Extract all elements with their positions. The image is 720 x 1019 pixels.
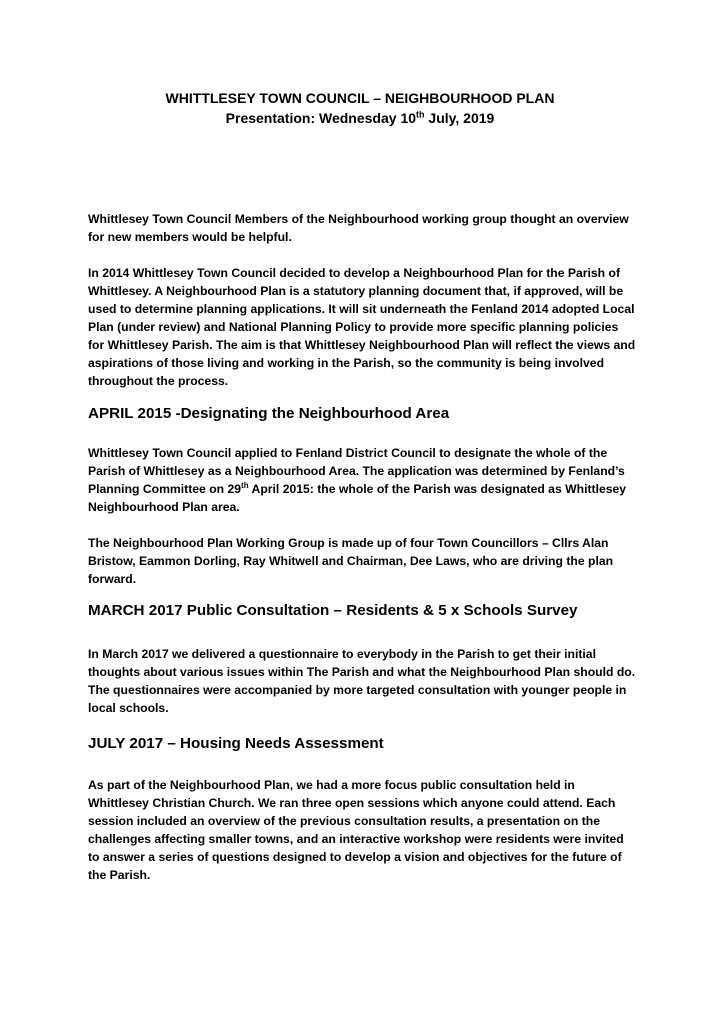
subtitle-ordinal-suffix: th xyxy=(416,109,425,120)
april-2015-paragraph-1 xyxy=(88,444,636,516)
july-2017-paragraph-1: As part of the Neighbourhood Plan, we had a more focus public consultation held in Whittlesey Christian Church. We ran three open sessions which anyone could attend. Each session included an overview of the previous consultation results, a presentation on the challenges affecting smaller towns, and an interactive workshop were residents were invited to answer a series of questions designed to develop a vision and objectives for the future of the Parish. xyxy=(88,778,624,882)
april-2015-ordinal-suffix: th xyxy=(241,480,249,490)
subtitle-text-before: Presentation: Wednesday 10 xyxy=(225,110,417,126)
section-heading-march-2017: MARCH 2017 Public Consultation – Residents & 5 x Schools Survey xyxy=(88,602,578,619)
document-title-text: WHITTLESEY TOWN COUNCIL – NEIGHBOURHOOD PLAN xyxy=(165,90,555,106)
section-heading-april-2015: APRIL 2015 -Designating the Neighbourhood Area xyxy=(88,405,450,422)
april-2015-paragraph-2: The Neighbourhood Plan Working Group is made up of four Town Councillors – Cllrs Alan Bristow, Eammon Dorling, Ray Whitwell and Chairman, Dee Laws, who are driving the plan forward. xyxy=(88,536,614,586)
intro-paragraph-1: Whittlesey Town Council Members of the Neighbourhood working group thought an overview for new members would be helpful. xyxy=(88,212,629,244)
section-heading-july-2017: JULY 2017 – Housing Needs Assessment xyxy=(88,735,384,752)
document-subtitle xyxy=(0,110,720,126)
subtitle-text-after: July, 2019 xyxy=(424,110,495,126)
intro-paragraph-2: In 2014 Whittlesey Town Council decided to develop a Neighbourhood Plan for the Parish of Whittlesey. A Neighbourhood Plan is a statutory planning document that, if approved, will be used to determine planning applications. It will sit underneath the Fenland 2014 adopted Local Plan (under review) and National Planning Policy to provide more specific planning policies for Whittlesey Parish. The aim is that Whittlesey Neighbourhood Plan will reflect the views and aspirations of those living and working in the Parish, so the community is being involved throughout the process. xyxy=(88,266,636,388)
document-title xyxy=(0,90,720,106)
april-2015-text-before: Whittlesey Town Council applied to Fenland District Council to designate the whole of the Parish of Whittlesey as a Neighbourhood Area. The application was determined by Fenland’s Planning Committee on 29 xyxy=(88,446,625,496)
april-2015-text-after: April 2015: the whole of the Parish was designated as Whittlesey Neighbourhood Plan area. xyxy=(88,482,627,514)
march-2017-paragraph-1: In March 2017 we delivered a questionnaire to everybody in the Parish to get their initial thoughts about various issues within The Parish and what the Neighbourhood Plan should do. The questionnaires were accompanied by more targeted consultation with younger people in local schools. xyxy=(88,647,636,715)
